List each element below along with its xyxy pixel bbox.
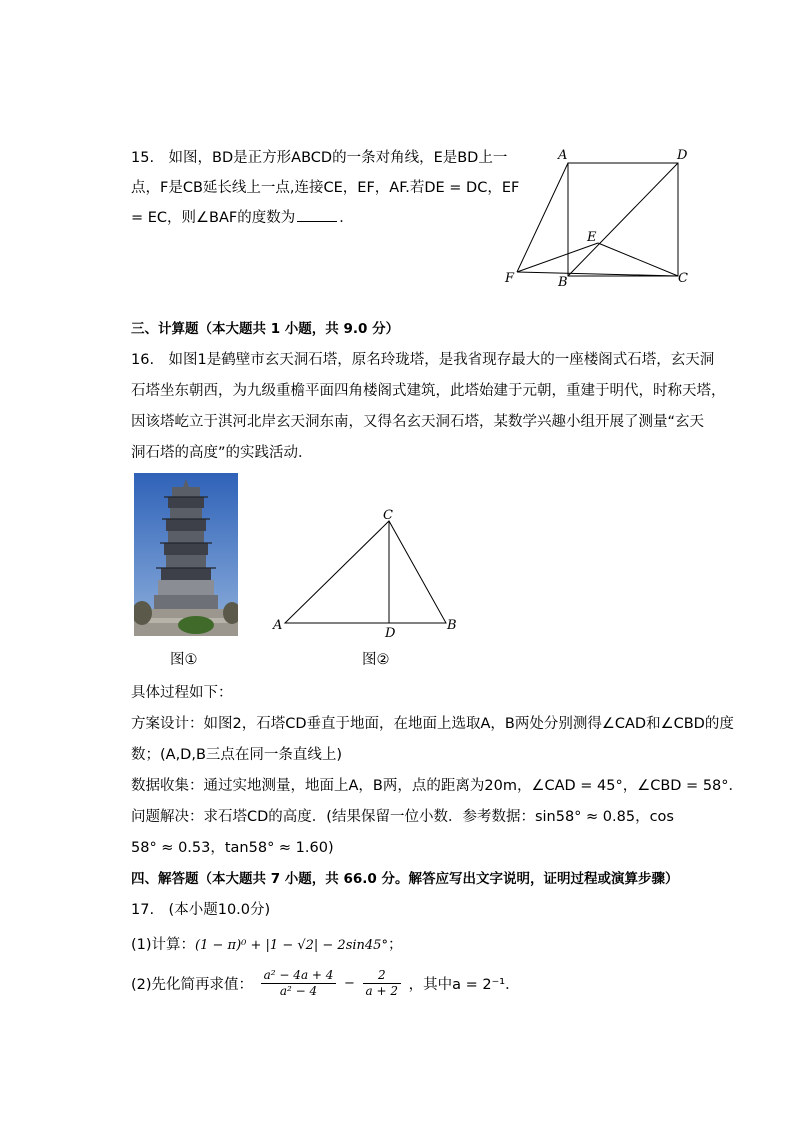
pagoda-photo: [134, 473, 238, 636]
label-F: F: [505, 271, 515, 286]
frac1-denominator: a² − 4: [279, 984, 318, 998]
q17-fraction-2: [363, 968, 401, 999]
q17-part1-expression: (1 − π)⁰ + |1 − √2| − 2sin45°: [195, 938, 388, 953]
q17-minus: −: [344, 976, 355, 991]
q16-triangle-figure: [268, 505, 468, 640]
q17-part1-label: (1)计算：: [131, 937, 196, 953]
q15-line3-end: ．: [339, 210, 354, 226]
q16-solve-line2: 58° ≈ 0.53，tan58° ≈ 1.60): [131, 840, 334, 856]
q17-fraction-1: [261, 968, 337, 999]
frac2-denominator: a + 2: [365, 984, 399, 998]
q15-line3: [131, 206, 354, 227]
q16-solve-line1: 问题解决：求石塔CD的高度．(结果保留一位小数．参考数据：sin58° ≈ 0.85，cos: [131, 809, 674, 825]
q17-part1-end: ；: [387, 937, 403, 953]
fig1-caption: 图①: [170, 652, 198, 668]
q16-data: 数据收集：通过实地测量，地面上A，B两，点的距离为20m，∠CAD = 45°，∠CBD = 58°．: [131, 778, 744, 794]
q15-figure: [495, 140, 715, 295]
q16-design-line2: 数；(A,D,B三点在同一条直线上): [131, 747, 343, 763]
tri-label-B: B: [447, 618, 457, 633]
frac2-numerator: 2: [363, 968, 401, 984]
tri-label-A: A: [273, 618, 283, 633]
section4-heading: 四、解答题（本大题共 7 小题，共 66.0 分。解答应写出文字说明，证明过程或演算步骤）: [131, 871, 679, 887]
label-D: D: [677, 148, 688, 163]
label-A: A: [558, 148, 568, 163]
tri-label-D: D: [385, 626, 396, 640]
q17-part1: [131, 933, 402, 954]
label-B: B: [558, 275, 568, 290]
q17-part2: [131, 968, 520, 999]
q15-line3-text: = EC，则∠BAF的度数为: [131, 210, 296, 226]
q16-process: 具体过程如下：: [131, 685, 233, 701]
label-C: C: [678, 271, 688, 286]
q15-line1: 15. 如图，BD是正方形ABCD的一条对角线，E是BD上一: [131, 150, 508, 166]
q17-part2-tail: ，其中a = 2⁻¹．: [408, 977, 520, 993]
tri-label-C: C: [383, 508, 393, 523]
q16-line3: 因该塔屹立于淇河北岸玄天洞东南，又得名玄天洞石塔，某数学兴趣小组开展了测量“玄天: [131, 414, 705, 430]
q17-part2-label: (2)先化简再求值：: [131, 977, 254, 993]
label-E: E: [587, 230, 597, 245]
q15-line2: 点，F是CB延长线上一点,连接CE，EF，AF.若DE = DC，EF: [131, 180, 520, 196]
fig2-caption: 图②: [362, 652, 390, 668]
q16-line1: 16. 如图1是鹤壁市玄天洞石塔，原名玲珑塔，是我省现存最大的一座楼阁式石塔，玄天洞: [131, 352, 715, 368]
q17-title: 17. (本小题10.0分): [131, 902, 271, 918]
frac1-numerator: a² − 4a + 4: [261, 968, 337, 984]
q16-line2: 石塔坐东朝西，为九级重檐平面四角楼阁式建筑，此塔始建于元朝，重建于明代，时称天塔，: [131, 383, 726, 399]
q16-design-line1: 方案设计：如图2，石塔CD垂直于地面，在地面上选取A，B两处分别测得∠CAD和∠CBD的度: [131, 716, 734, 732]
q16-line4: 洞石塔的高度”的实践活动．: [131, 445, 313, 461]
section3-heading: 三、计算题（本大题共 1 小题，共 9.0 分）: [131, 321, 400, 337]
answer-blank[interactable]: [297, 209, 337, 222]
